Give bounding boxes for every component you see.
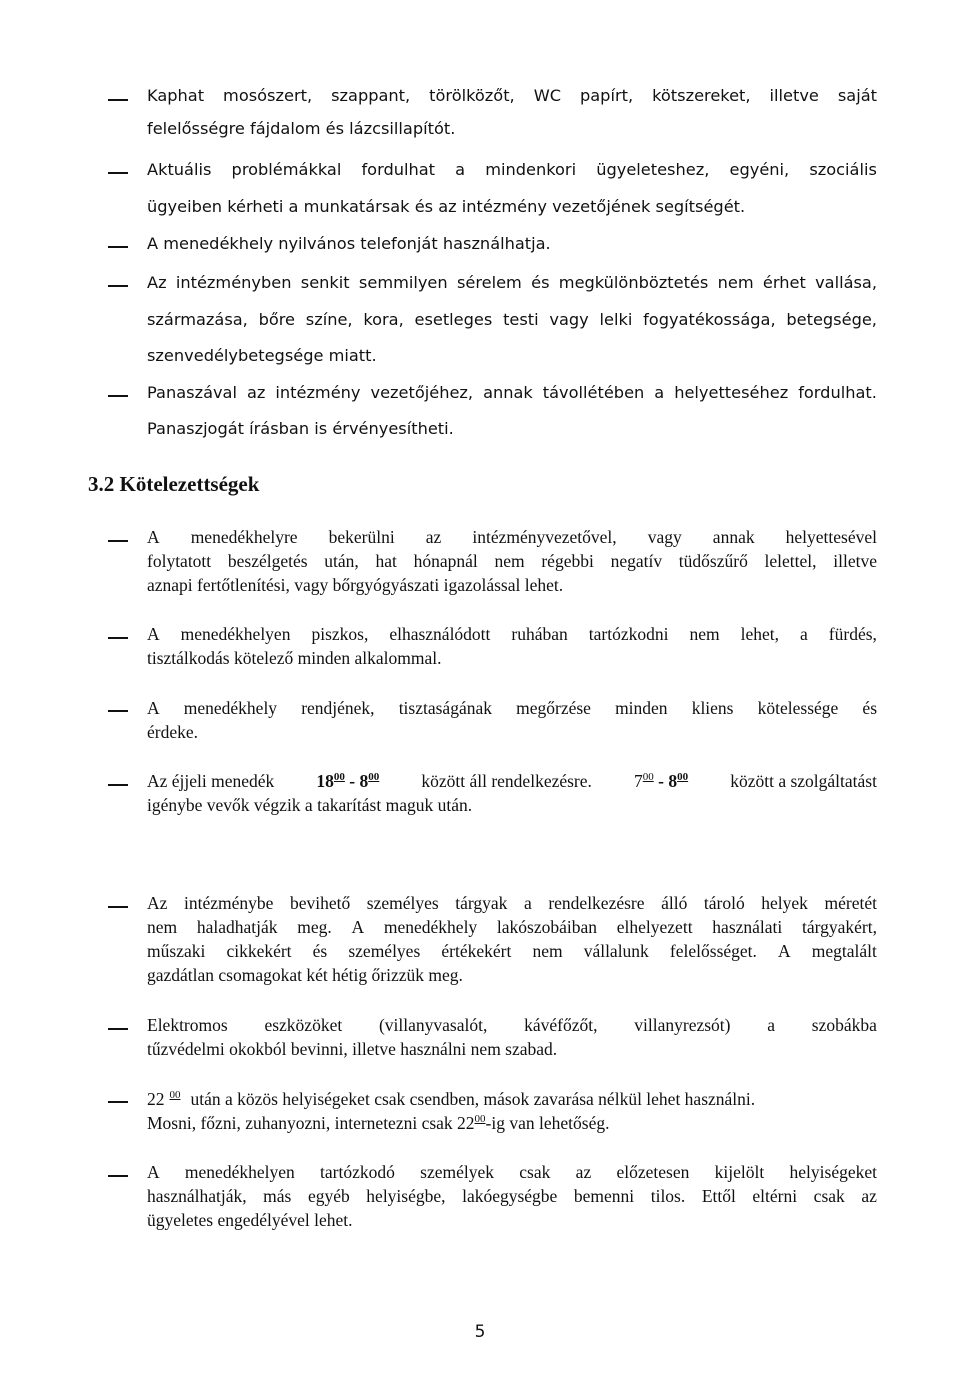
word: mindenkori — [485, 160, 577, 179]
word: fürdés, — [828, 624, 877, 644]
list-dash — [108, 906, 128, 908]
word: haladhatják — [196, 917, 278, 937]
text-segment: Az éjjeli menedék — [147, 771, 275, 791]
list-dash — [108, 1101, 128, 1103]
text-line: felelősségre fájdalom és lázcsillapítót. — [147, 119, 456, 138]
word: intézményben — [175, 273, 292, 292]
word: nem — [717, 273, 754, 292]
word: vagy — [647, 527, 682, 547]
list-dash — [108, 1028, 128, 1030]
time-superscript: 00 — [677, 771, 689, 783]
word: nem — [147, 917, 178, 937]
word: felelősséget. — [669, 941, 757, 961]
word: tárgyakért, — [802, 917, 877, 937]
word: szappant, — [331, 86, 411, 105]
word: érhet — [762, 273, 806, 292]
word: Kaphat — [147, 86, 205, 105]
word: tüdőszűrő — [678, 551, 748, 571]
word: bevihető — [289, 893, 351, 913]
word: intézménybe — [183, 893, 274, 913]
text-line: A menedékhely nyilvános telefonját használhatja. — [147, 234, 551, 253]
word: helyek — [761, 893, 808, 913]
word: intézmény — [275, 383, 361, 402]
word: kötelessége — [757, 698, 839, 718]
word: sérelem — [456, 273, 522, 292]
word: személyes — [348, 941, 421, 961]
word: vagy — [549, 310, 589, 329]
text-line: ügyeletes engedélyével lehet. — [147, 1210, 353, 1230]
word: a — [800, 624, 808, 644]
word: menedékhelyre — [190, 527, 298, 547]
page-number: 5 — [474, 1322, 486, 1342]
word: más — [263, 1186, 292, 1206]
text-line — [147, 551, 877, 572]
word: egyéb — [307, 1186, 350, 1206]
word: WC — [533, 86, 561, 105]
word: Az — [147, 273, 167, 292]
word: megtalált — [811, 941, 877, 961]
text-line: gazdátlan csomagokat két hétig őrizzük meg. — [147, 965, 463, 985]
word: és — [862, 698, 877, 718]
word: tisztaságának — [398, 698, 492, 718]
word: papírt, — [579, 86, 634, 105]
word: nem — [532, 941, 563, 961]
word: használati — [712, 917, 783, 937]
word: problémákkal — [231, 160, 342, 179]
word: kliens — [691, 698, 734, 718]
word: betegsége, — [786, 310, 877, 329]
text-line — [147, 527, 877, 548]
word: tartózkodni — [588, 624, 669, 644]
word: csak — [813, 1186, 845, 1206]
text-line — [147, 1162, 877, 1183]
list-dash — [108, 285, 128, 287]
text-line — [147, 698, 877, 719]
word: tartózkodó — [320, 1162, 395, 1182]
word: annak — [483, 383, 533, 402]
text-line — [147, 1113, 877, 1134]
word: az — [861, 1186, 877, 1206]
word: menedékhely — [183, 698, 278, 718]
time-range — [316, 771, 379, 792]
list-dash — [108, 246, 128, 248]
word: folytatott — [147, 551, 212, 571]
word: tároló — [703, 893, 745, 913]
word: után, — [324, 551, 359, 571]
text-line — [147, 160, 877, 179]
word: beszélgetés — [227, 551, 308, 571]
word: régebbi — [541, 551, 594, 571]
word: bemenni — [573, 1186, 635, 1206]
list-dash — [108, 1175, 128, 1177]
list-dash — [108, 172, 128, 174]
text-line: igénybe vevők végzik a takarítást maguk után. — [147, 795, 473, 815]
word: helyiségeket — [789, 1162, 877, 1182]
word: mosószert, — [223, 86, 313, 105]
word: A — [351, 917, 365, 937]
word: menedékhelyen — [184, 1162, 295, 1182]
word: meg. — [297, 917, 332, 937]
time-value: 8 — [668, 771, 678, 791]
word: semmilyen — [358, 273, 448, 292]
list-dash — [108, 540, 128, 542]
word: személyek — [420, 1162, 494, 1182]
text-segment: között a szolgáltatást — [730, 771, 877, 791]
word: piszkos, — [311, 624, 369, 644]
word: hat — [375, 551, 397, 571]
word: negatív — [610, 551, 663, 571]
text-line: Panaszjogát írásban is érvényesítheti. — [147, 419, 454, 438]
word: használhatják, — [147, 1186, 247, 1206]
word: megkülönböztetés — [558, 273, 709, 292]
word: fordulhat. — [798, 383, 877, 402]
time-value — [147, 1089, 186, 1110]
text-segment: után a közös helyiségeket csak csendben, mások zavarása nélkül lehet használni. — [190, 1089, 756, 1109]
word: elhasználódott — [389, 624, 491, 644]
word: álló — [661, 893, 688, 913]
word: egyéni, — [729, 160, 790, 179]
time-range — [634, 771, 688, 792]
word: testi — [503, 310, 539, 329]
word: lehet, — [740, 624, 780, 644]
word: rendjének, — [301, 698, 375, 718]
word: szociális — [809, 160, 877, 179]
word: eltérni — [752, 1186, 798, 1206]
word: vallása, — [815, 273, 877, 292]
word: vezetőjéhez, — [370, 383, 474, 402]
text-line — [147, 624, 877, 645]
word: nem — [494, 551, 525, 571]
word: méretét — [824, 893, 877, 913]
range-separator: - — [349, 771, 356, 791]
word: intézményvezetővel, — [472, 527, 617, 547]
list-dash — [108, 99, 128, 101]
text-line: érdeke. — [147, 722, 199, 742]
word: kora, — [363, 310, 404, 329]
list-dash — [108, 710, 128, 712]
word: hónapnál — [413, 551, 478, 571]
text-line — [147, 86, 877, 105]
text-line — [147, 1186, 877, 1207]
word: helyetteséhez — [674, 383, 789, 402]
word: Aktuális — [147, 160, 212, 179]
word: rendelkezésre — [548, 893, 645, 913]
word: minden — [615, 698, 668, 718]
time-value: 18 — [316, 771, 334, 791]
word: megőrzése — [516, 698, 591, 718]
word: kötszereket, — [652, 86, 751, 105]
text-line — [147, 893, 877, 914]
time-superscript: 00 — [333, 771, 345, 783]
word: vállalunk — [583, 941, 649, 961]
time-superscript: 00 — [642, 771, 654, 783]
word: színe, — [305, 310, 353, 329]
text-line — [147, 917, 877, 938]
word: távollétében — [542, 383, 645, 402]
word: szobákba — [811, 1015, 877, 1035]
word: helyettesével — [785, 527, 877, 547]
word: Elektromos — [147, 1015, 228, 1035]
word: bekerülni — [328, 527, 395, 547]
word: előzetesen — [616, 1162, 690, 1182]
word: lakószobáiban — [496, 917, 598, 937]
time-value: 8 — [359, 771, 369, 791]
text-line — [147, 941, 877, 962]
text-line — [147, 1089, 877, 1110]
word: esetleges — [414, 310, 493, 329]
word: tárgyak — [455, 893, 508, 913]
word: lelettel, — [764, 551, 817, 571]
time-superscript: 00 — [474, 1113, 486, 1125]
text-line: aznapi fertőtlenítési, vagy bőrgyógyászati igazolással lehet. — [147, 575, 564, 595]
word: menedékhely — [383, 917, 478, 937]
word: kávéfőzőt, — [524, 1015, 598, 1035]
word: illetve — [769, 86, 819, 105]
list-dash — [108, 637, 128, 639]
time-superscript: 00 — [368, 771, 380, 783]
word: lakóegységbe — [462, 1186, 558, 1206]
word: kijelölt — [714, 1162, 765, 1182]
word: villanyrezsót) — [634, 1015, 731, 1035]
text-line: ügyeiben kérheti a munkatársak és az intézmény vezetőjének segítségét. — [147, 197, 746, 216]
word: az — [575, 1162, 592, 1182]
text-line — [147, 383, 877, 402]
text-line — [147, 1015, 877, 1036]
word: Panaszával — [147, 383, 237, 402]
word: elhelyezett — [616, 917, 693, 937]
word: menedékhelyen — [180, 624, 291, 644]
word: fordulhat — [361, 160, 435, 179]
list-dash — [108, 395, 128, 397]
word: nem — [689, 624, 720, 644]
word: cikkekért — [226, 941, 292, 961]
text-line: tűzvédelmi okokból bevinni, illetve használni nem szabad. — [147, 1039, 558, 1059]
word: Ettől — [701, 1186, 736, 1206]
time-value: 7 — [634, 771, 643, 791]
text-line: szenvedélybetegsége miatt. — [147, 346, 377, 365]
word: a — [455, 160, 466, 179]
word: az — [425, 527, 442, 547]
word: és — [312, 941, 328, 961]
text-line — [147, 273, 877, 292]
word: annak — [712, 527, 755, 547]
word: Az — [147, 893, 168, 913]
text-line — [147, 310, 877, 329]
word: származása, — [147, 310, 248, 329]
word: a — [767, 1015, 776, 1035]
section-heading: 3.2 Kötelezettségek — [88, 472, 260, 496]
word: A — [147, 527, 160, 547]
time-number: 22 — [147, 1089, 165, 1109]
word: ügyeleteshez, — [596, 160, 710, 179]
text-line: tisztálkodás kötelező minden alkalommal. — [147, 648, 442, 668]
list-dash — [108, 784, 128, 786]
word: műszaki — [147, 941, 206, 961]
word: lelki — [599, 310, 633, 329]
text-segment: között áll rendelkezésre. — [421, 771, 592, 791]
word: és — [531, 273, 550, 292]
word: fogyatékossága, — [643, 310, 776, 329]
word: a — [523, 893, 532, 913]
word: bőre — [258, 310, 296, 329]
word: A — [147, 624, 160, 644]
word: tilos. — [650, 1186, 686, 1206]
range-separator: - — [658, 771, 664, 791]
word: személyes — [366, 893, 439, 913]
word: ruhában — [511, 624, 568, 644]
word: A — [147, 698, 160, 718]
word: csak — [519, 1162, 551, 1182]
word: A — [778, 941, 791, 961]
word: helyiségbe, — [366, 1186, 446, 1206]
word: az — [246, 383, 266, 402]
word: eszközöket — [264, 1015, 343, 1035]
word: a — [654, 383, 665, 402]
text-segment: Mosni, főzni, zuhanyozni, internetezni csak 22 — [147, 1113, 475, 1133]
text-line — [147, 771, 877, 792]
word: senkit — [300, 273, 350, 292]
word: saját — [837, 86, 877, 105]
word: illetve — [833, 551, 877, 571]
text-segment: -ig van lehetőség. — [485, 1113, 610, 1133]
word: A — [147, 1162, 160, 1182]
time-superscript: 00 — [169, 1089, 181, 1101]
word: értékekért — [441, 941, 512, 961]
word: törölközőt, — [429, 86, 515, 105]
word: (villanyvasalót, — [378, 1015, 488, 1035]
